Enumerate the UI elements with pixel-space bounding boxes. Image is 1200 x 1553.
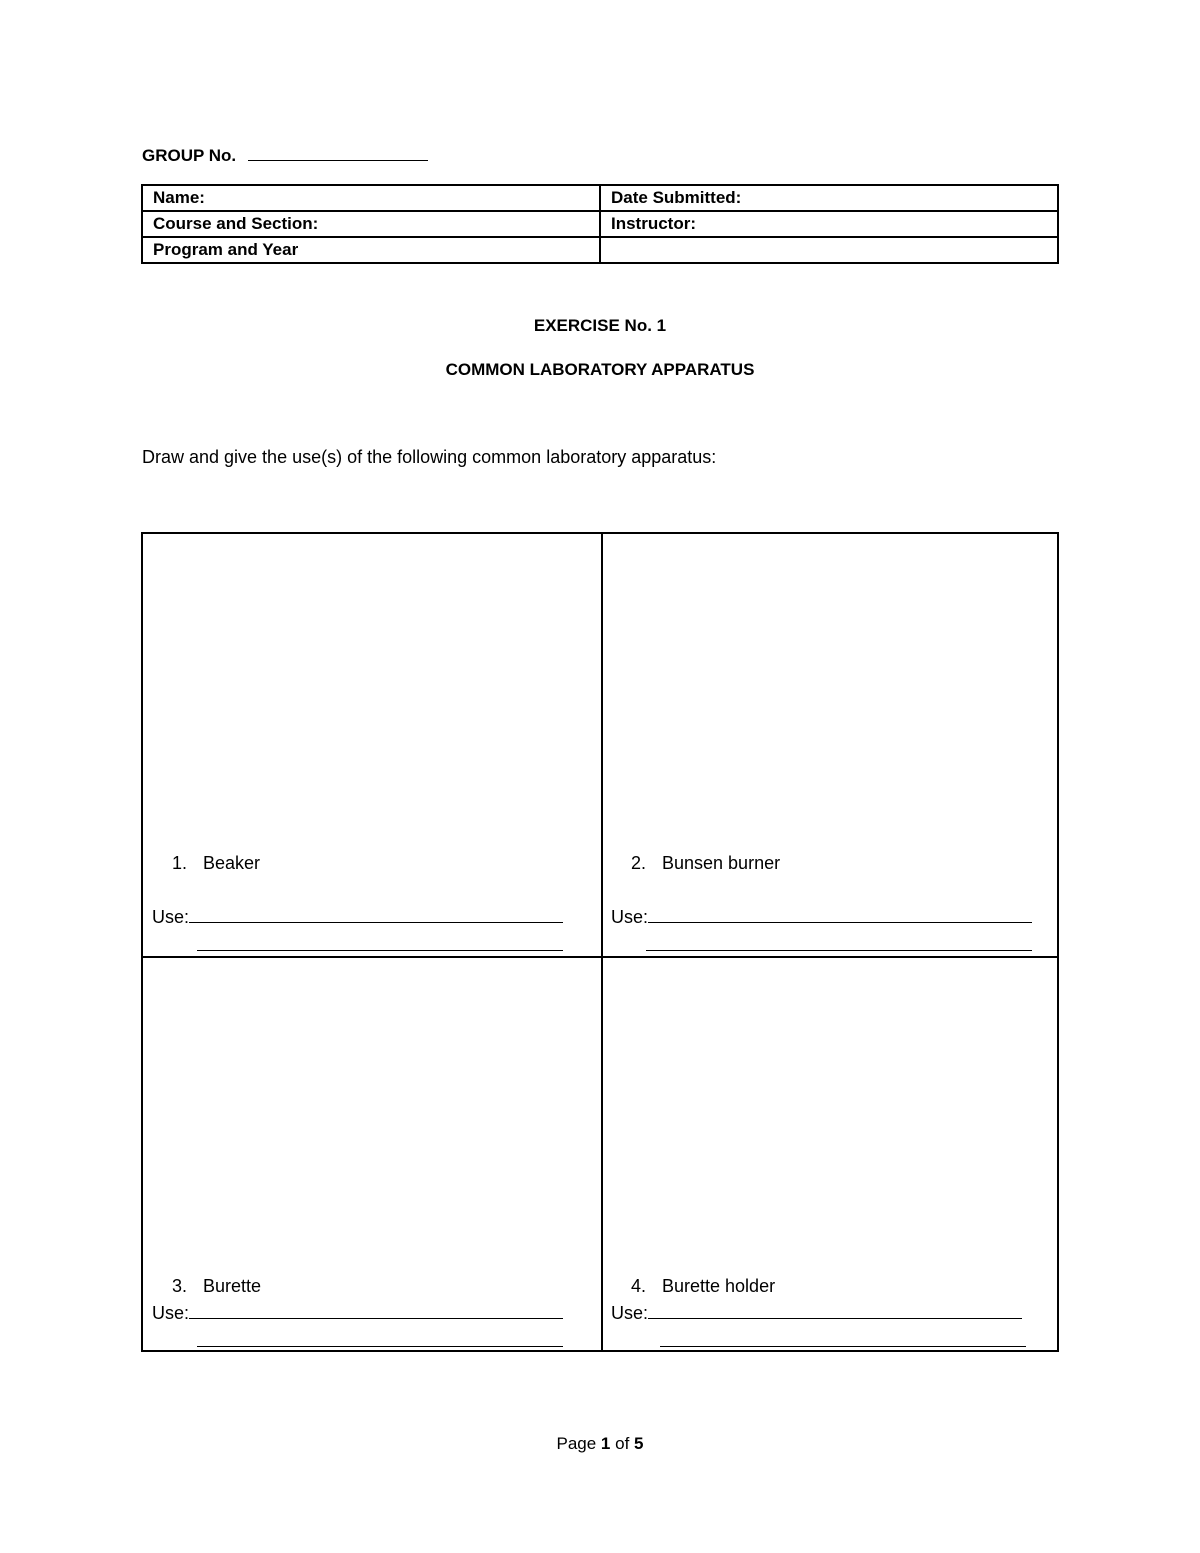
item-name: Burette holder xyxy=(662,1276,776,1296)
item-bunsen-burner xyxy=(610,853,780,874)
instructor-cell[interactable]: Instructor: xyxy=(600,211,1058,237)
item-burette xyxy=(151,1276,261,1297)
date-submitted-cell[interactable]: Date Submitted: xyxy=(600,185,1058,211)
use-line-2[interactable] xyxy=(197,950,563,951)
use-label: Use: xyxy=(152,907,190,927)
use-field[interactable] xyxy=(611,1302,1022,1324)
grid-divider-horizontal xyxy=(143,956,1057,958)
exercise-number: EXERCISE No. 1 xyxy=(533,316,667,335)
table-row xyxy=(142,237,1058,263)
item-number: 4. xyxy=(630,1276,646,1296)
item-burette-holder xyxy=(610,1276,775,1297)
student-info-table xyxy=(141,184,1059,264)
table-row xyxy=(142,185,1058,211)
exercise-title: COMMON LABORATORY APPARATUS xyxy=(445,360,755,379)
item-number: 2. xyxy=(630,853,646,873)
page-prefix: Page xyxy=(556,1434,597,1453)
use-line[interactable] xyxy=(189,1302,563,1319)
name-cell[interactable]: Name: xyxy=(142,185,600,211)
use-line[interactable] xyxy=(648,906,1032,923)
item-beaker xyxy=(151,853,260,874)
use-field[interactable] xyxy=(152,1302,563,1324)
use-field[interactable] xyxy=(611,906,1032,928)
group-number-field xyxy=(142,146,428,166)
total-pages: 5 xyxy=(634,1434,644,1453)
page-of: of xyxy=(615,1434,630,1453)
empty-cell xyxy=(600,237,1058,263)
grid-divider-vertical xyxy=(601,534,603,1350)
item-name: Bunsen burner xyxy=(662,853,781,873)
use-line[interactable] xyxy=(189,906,563,923)
use-line[interactable] xyxy=(648,1302,1022,1319)
use-line-2[interactable] xyxy=(197,1346,563,1347)
item-name: Burette xyxy=(203,1276,262,1296)
apparatus-grid xyxy=(141,532,1059,1352)
page-number: 1 xyxy=(600,1434,611,1453)
table-row xyxy=(142,211,1058,237)
use-label: Use: xyxy=(611,1303,649,1323)
group-blank-line[interactable] xyxy=(248,146,428,161)
course-section-cell[interactable]: Course and Section: xyxy=(142,211,600,237)
use-line-2[interactable] xyxy=(646,950,1032,951)
page-footer xyxy=(0,1434,1200,1454)
use-label: Use: xyxy=(611,907,649,927)
item-name: Beaker xyxy=(203,853,261,873)
use-label: Use: xyxy=(152,1303,190,1323)
item-number: 3. xyxy=(171,1276,187,1296)
program-year-cell[interactable]: Program and Year xyxy=(142,237,600,263)
use-field[interactable] xyxy=(152,906,563,928)
item-number: 1. xyxy=(171,853,187,873)
use-line-2[interactable] xyxy=(660,1346,1026,1347)
instructions-text: Draw and give the use(s) of the following common laboratory apparatus: xyxy=(142,447,717,467)
group-label: GROUP No. xyxy=(142,146,237,165)
